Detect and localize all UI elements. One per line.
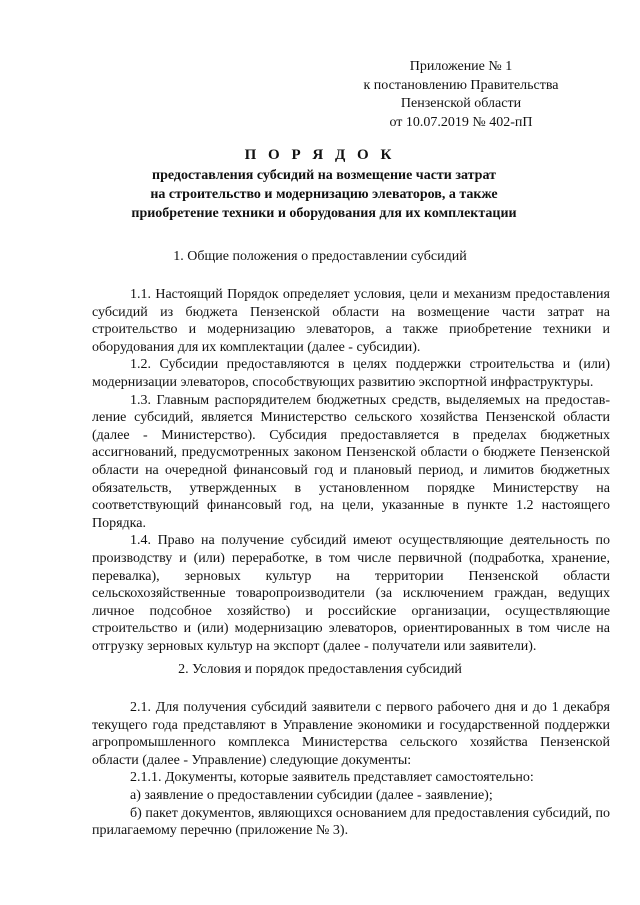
paragraph-1-3: 1.3. Главным распорядителем бюджетных средств, выделяемых на предоставление субсидий, является Министерство сельского хозяйства Пензенской области (далее - Министерство). Субсидия предоставляется в пределах бюджетных ассигнований, предусмотренных законом Пензенской области о бюджете Пензенской области на очередной финансовый год и плановый период, и лимитов бюджетных обязательств, утвержденных в установленном порядке Министерству на соответствующий финансовый год, на цели, указанные в пункте 1.2 настоящего Порядка.	[92, 392, 610, 531]
section-2-body	[92, 699, 610, 840]
section-2-heading: 2. Условия и порядок предоставления субсидий	[178, 662, 462, 677]
section-1-heading: 1. Общие положения о предоставлении субсидий	[173, 249, 467, 264]
section-1-body	[92, 286, 610, 655]
annex-date: от 10.07.2019 № 402-пП	[389, 114, 533, 130]
paragraph-1-2: 1.2. Субсидии предоставляются в целях поддержки строительства и (или) модернизации элеваторов, способствующих развитию экспортной инфраструктуры.	[92, 357, 610, 390]
paragraph-2-1-1: 2.1.1. Документы, которые заявитель представляет самостоятельно:	[130, 770, 534, 786]
paragraph-2-1: 2.1. Для получения субсидий заявители с первого рабочего дня и до 1 декабря текущего года представляют в Управление экономики и государственной поддержки агропромышленного комплекса Министерства сельского хозяйства Пензенской области (далее - Управление) следующие документы:	[92, 700, 610, 768]
paragraph-2-1-1-a: а) заявление о предоставлении субсидии (далее - заявление);	[130, 787, 493, 803]
subtitle-line-1: предоставления субсидий на возмещение части затрат	[152, 168, 496, 183]
document-subtitle	[70, 166, 578, 223]
subtitle-line-3: приобретение техники и оборудования для их комплектации	[131, 206, 517, 221]
subtitle-line-2: на строительство и модернизацию элеваторов, а также	[150, 187, 498, 202]
annex-block	[346, 58, 576, 132]
paragraph-1-4: 1.4. Право на получение субсидий имеют осуществляющие деятельность по производству и (или) переработке, в том числе первичной (подработка, хранение, перевалка), зерновых культур на территории Пензенской области сельскохозяйственные товаропроизводители (за исключением граждан, ведущих личное подсобное хозяйство) и российские организации, осуществляющие строительство и (или) модернизацию элеваторов, ориентированных в том числе на отгрузку зерновых культур на экспорт (далее - получатели или заявители).	[92, 533, 610, 654]
annex-region: Пензенской области	[400, 96, 522, 111]
annex-reference: к постановлению Правительства	[363, 77, 559, 93]
annex-number: Приложение № 1	[409, 59, 513, 74]
paragraph-2-1-1-b: б) пакет документов, являющихся основанием для предоставления субсидий, по прилагаемому перечню (приложение № 3).	[92, 805, 610, 839]
document-title: П О Р Я Д О К	[244, 147, 396, 163]
paragraph-1-1: 1.1. Настоящий Порядок определяет условия, цели и механизм предоставления субсидий из бюджета Пензенской области на возмещение части затрат на строительство и модернизацию элеваторов, а также приобретение техники и оборудования для их комплектации (далее - субсидии).	[92, 287, 610, 355]
